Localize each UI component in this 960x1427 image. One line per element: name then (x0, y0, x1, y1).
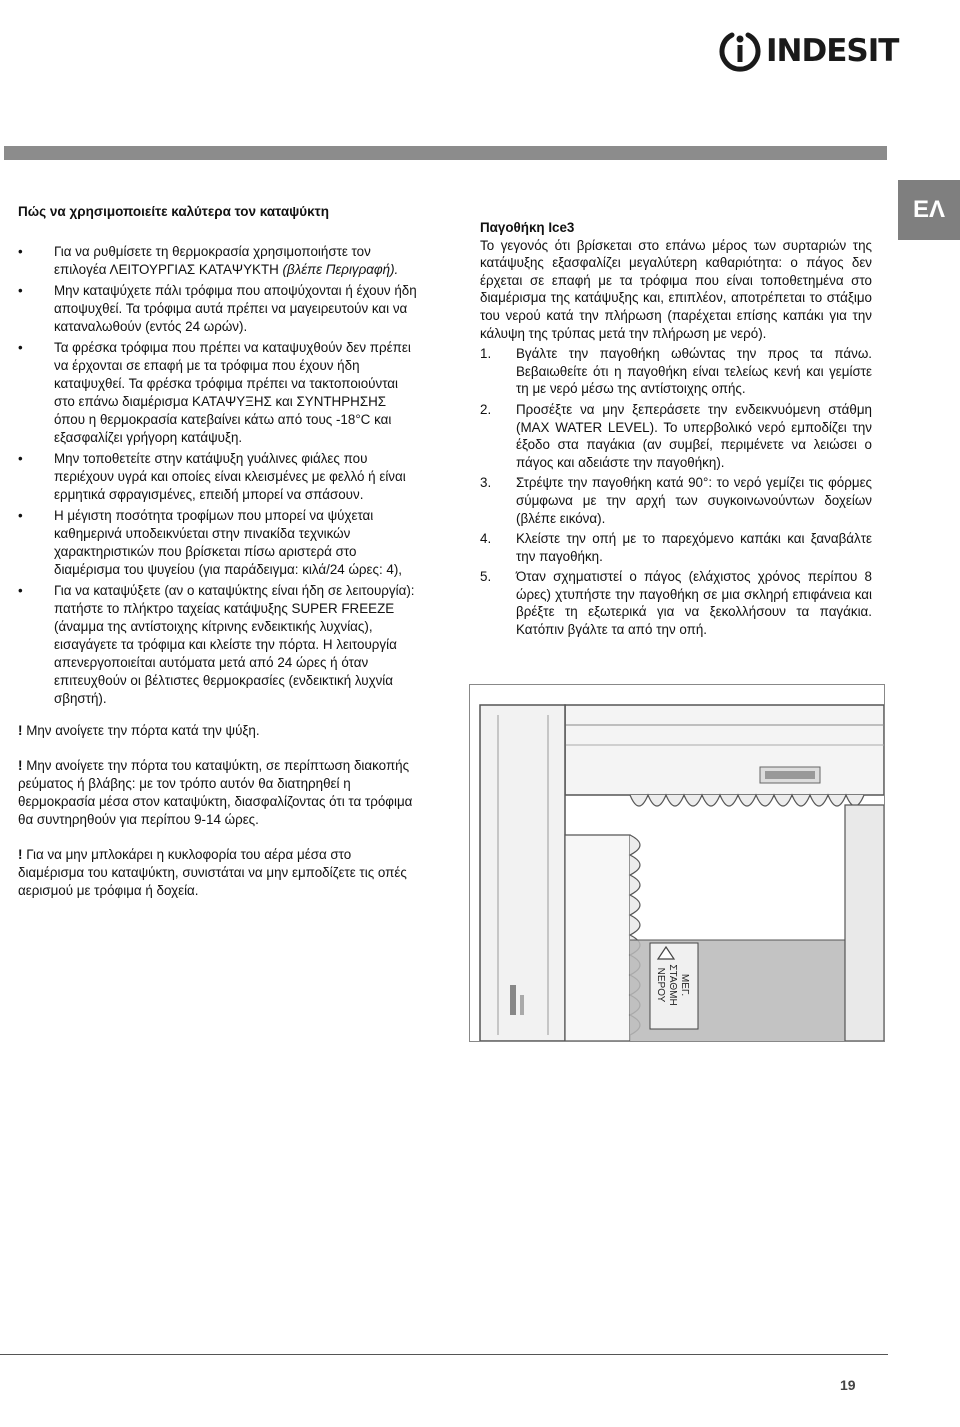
list-item (18, 243, 420, 279)
step-text: Κλείστε την οπή με το παρεχόμενο καπάκι και ξαναβάλτε την παγοθήκη. (516, 531, 872, 564)
ice-tray-illustration (470, 685, 884, 1041)
bullet-icon: • (18, 244, 23, 259)
figure-label-line: ΜΕΓ. (679, 973, 690, 997)
page-number: 19 (840, 1377, 856, 1393)
warning-notes (18, 722, 420, 900)
list-item-text: Μην καταψύχετε πάλι τρόφιμα που αποψύχονται ή έχουν ήδη αποψυχθεί. Τα τρόφιμα αυτά πρέπει να μαγειρευτούν και να καταναλωθούν (εντός 24 ωρών). (54, 283, 417, 334)
warning-text: Μην ανοίγετε την πόρτα κατά την ψύξη. (26, 723, 260, 738)
bullet-icon: • (18, 340, 23, 355)
step-number: 5. (480, 569, 492, 585)
figure-label-line: ΝΕΡΟΥ (655, 967, 666, 1003)
step-item (480, 345, 872, 398)
footer-divider (0, 1354, 888, 1355)
list-item-text: Η μέγιστη ποσότητα τροφίμων που μπορεί να ψύχεται καθημερινά υποδεικνύεται στην πινακίδα τεχνικών χαρακτηριστικών που βρίσκεται πίσω αριστερά στο διαμέρισμα του ψυγείου (για παράδειγμα: κιλά/24 ώρες: 4), (54, 508, 403, 577)
warning-note (18, 722, 420, 740)
step-number: 1. (480, 346, 492, 362)
ice-tray-intro: Το γεγονός ότι βρίσκεται στο επάνω μέρος των συρταριών της κατάψυξης εξασφαλίζει μεγαλύτερη καθαριότητα: ο πάγος δεν έρχεται σε επαφή με τα τρόφιμα που είναι τοποθετημένα στο διαμέρισμα της κατάψυξης και, επιπλέον, αποτρέπεται το στάξιμο του νερού κατά την πλήρωση (παρέχεται επίσης καπάκι για την κάλυψη της τρύπας μετά την πλήρωση με νερό). (480, 237, 872, 341)
ice-tray-heading: Παγοθήκη Ice3 (480, 220, 575, 235)
bullet-icon: • (18, 283, 23, 298)
indesit-i-mark-icon (718, 29, 762, 73)
step-item (480, 530, 872, 565)
section-title: Πώς να χρησιμοποιείτε καλύτερα τον καταψύκτη (18, 204, 329, 219)
list-item (18, 507, 420, 579)
step-number: 3. (480, 475, 492, 491)
warning-note (18, 757, 420, 829)
warning-note (18, 846, 420, 900)
figure-label-line: ΣΤΑΘΜΗ (667, 964, 678, 1006)
list-item-text: Μην τοποθετείτε στην κατάψυξη γυάλινες φιάλες που περιέχουν υγρά και οποίες είναι κλεισμένες με φελλό ή είναι ερμητικά σφραγισμένες, επειδή μπορεί να σπάσουν. (54, 451, 406, 502)
warning-mark-icon: ! (18, 723, 23, 738)
language-tab: ΕΛ (898, 180, 960, 240)
steps-list (480, 345, 872, 639)
left-column (18, 203, 420, 917)
header-bar (4, 146, 887, 160)
list-item (18, 582, 420, 708)
step-text: Προσέξτε να μην ξεπεράσετε την ενδεικνυόμενη στάθμη (MAX WATER LEVEL). Το υπερβολικό νερό εμποδίζει την έξοδο στα παγάκια (αν συμβεί, περιμένετε να λειώσει ο πάγος και αδειάστε την παγοθήκη). (516, 401, 872, 470)
svg-text:ΣΤΑΘΜΗ (667, 964, 678, 1005)
step-number: 2. (480, 401, 492, 417)
warning-text: Μην ανοίγετε την πόρτα του καταψύκτη, σε περίπτωση διακοπής ρεύματος ή βλάβης: με τον τρόπο αυτόν θα διατηρηθεί η θερμοκρασία μέσα στον καταψύκτη, διασφαλίζοντας ότι τα τρόφιμα θα συντηρηθούν για περίπου 9-14 ώρες. (18, 758, 413, 827)
list-item-text: Για να καταψύξετε (αν ο καταψύκτης είναι ήδη σε λειτουργία): πατήστε το πλήκτρο ταχείας κατάψυξης SUPER FREEZE (άναμμα της αντίστοιχης κίτρινης ενδεικτικής λυχνίας), εισαγάγετε τα τρόφιμα και κλείστε την πόρτα. Η λειτουργία απενεργοποιείται αυτόματα μετά από 24 ώρες ή όταν επιτευχθούν οι βέλτιστες θερμοκρασίες (ενδεικτική λυχνία σβηστή). (54, 583, 415, 706)
step-item (480, 474, 872, 527)
right-column (480, 219, 872, 642)
list-item (18, 450, 420, 504)
svg-text:ΝΕΡΟΥ (655, 968, 666, 1003)
list-item-italic: (βλέπε Περιγραφή). (278, 262, 399, 277)
list-item-text: Τα φρέσκα τρόφιμα που πρέπει να καταψυχθούν δεν πρέπει να έρχονται σε επαφή με τα τρόφιμα που έχουν ήδη καταψυχθεί. Τα φρέσκα τρόφιμα πρέπει να τακτοποιούνται στο επάνω διαμέρισμα ΚΑΤΑΨΥΞΗΣ και ΣΥΝΤΗΡΗΣΗΣ όπου η θερμοκρασία κατεβαίνει κάτω από τους -18°C και εξασφαλίζει γρήγορη κατάψυξη. (54, 340, 411, 445)
list-item (18, 339, 420, 447)
bullet-icon: • (18, 451, 23, 466)
bullet-icon: • (18, 583, 23, 598)
step-item (480, 568, 872, 638)
brand-name: INDESIT (766, 33, 899, 69)
step-number: 4. (480, 531, 492, 547)
bullet-list (18, 243, 420, 708)
bullet-icon: • (18, 508, 23, 523)
list-item (18, 282, 420, 336)
step-text: Στρέψτε την παγοθήκη κατά 90°: το νερό γεμίζει τις φόρμες σύμφωνα με την αρχή των συγκοινωνούντων δοχείων (βλέπε εικόνα). (516, 475, 872, 526)
warning-text: Για να μην μπλοκάρει η κυκλοφορία του αέρα μέσα στο διαμέρισμα του καταψύκτη, συνιστάται να μην εμποδίζετε τις οπές αερισμού με τρόφιμα ή δοχεία. (18, 847, 407, 898)
indesit-logo (718, 30, 898, 72)
step-item (480, 401, 872, 471)
svg-text:ΜΕΓ. (679, 974, 690, 996)
warning-mark-icon: ! (18, 758, 23, 773)
ice-tray-figure (469, 684, 885, 1042)
list-item-text: Για να ρυθμίσετε τη θερμοκρασία χρησιμοποιήστε τον επιλογέα ΛΕΙΤΟΥΡΓΙΑΣ ΚΑΤΑΨΥΚΤΗ (54, 244, 371, 277)
step-text: Βγάλτε την παγοθήκη ωθώντας την προς τα πάνω. Βεβαιωθείτε ότι η παγοθήκη είναι τελείως κενή και γεμίστε τη με νερό μέσω της αντίστοιχης οπής. (516, 346, 872, 397)
warning-mark-icon: ! (18, 847, 23, 862)
step-text: Όταν σχηματιστεί ο πάγος (ελάχιστος χρόνος περίπου 8 ώρες) χτυπήστε την παγοθήκη σε μια σκληρή επιφάνεια και βρέξτε τη εξωτερικά για να ξεκολλήσουν τα παγάκια. Κατόπιν βγάλτε τα από την οπή. (516, 569, 872, 638)
